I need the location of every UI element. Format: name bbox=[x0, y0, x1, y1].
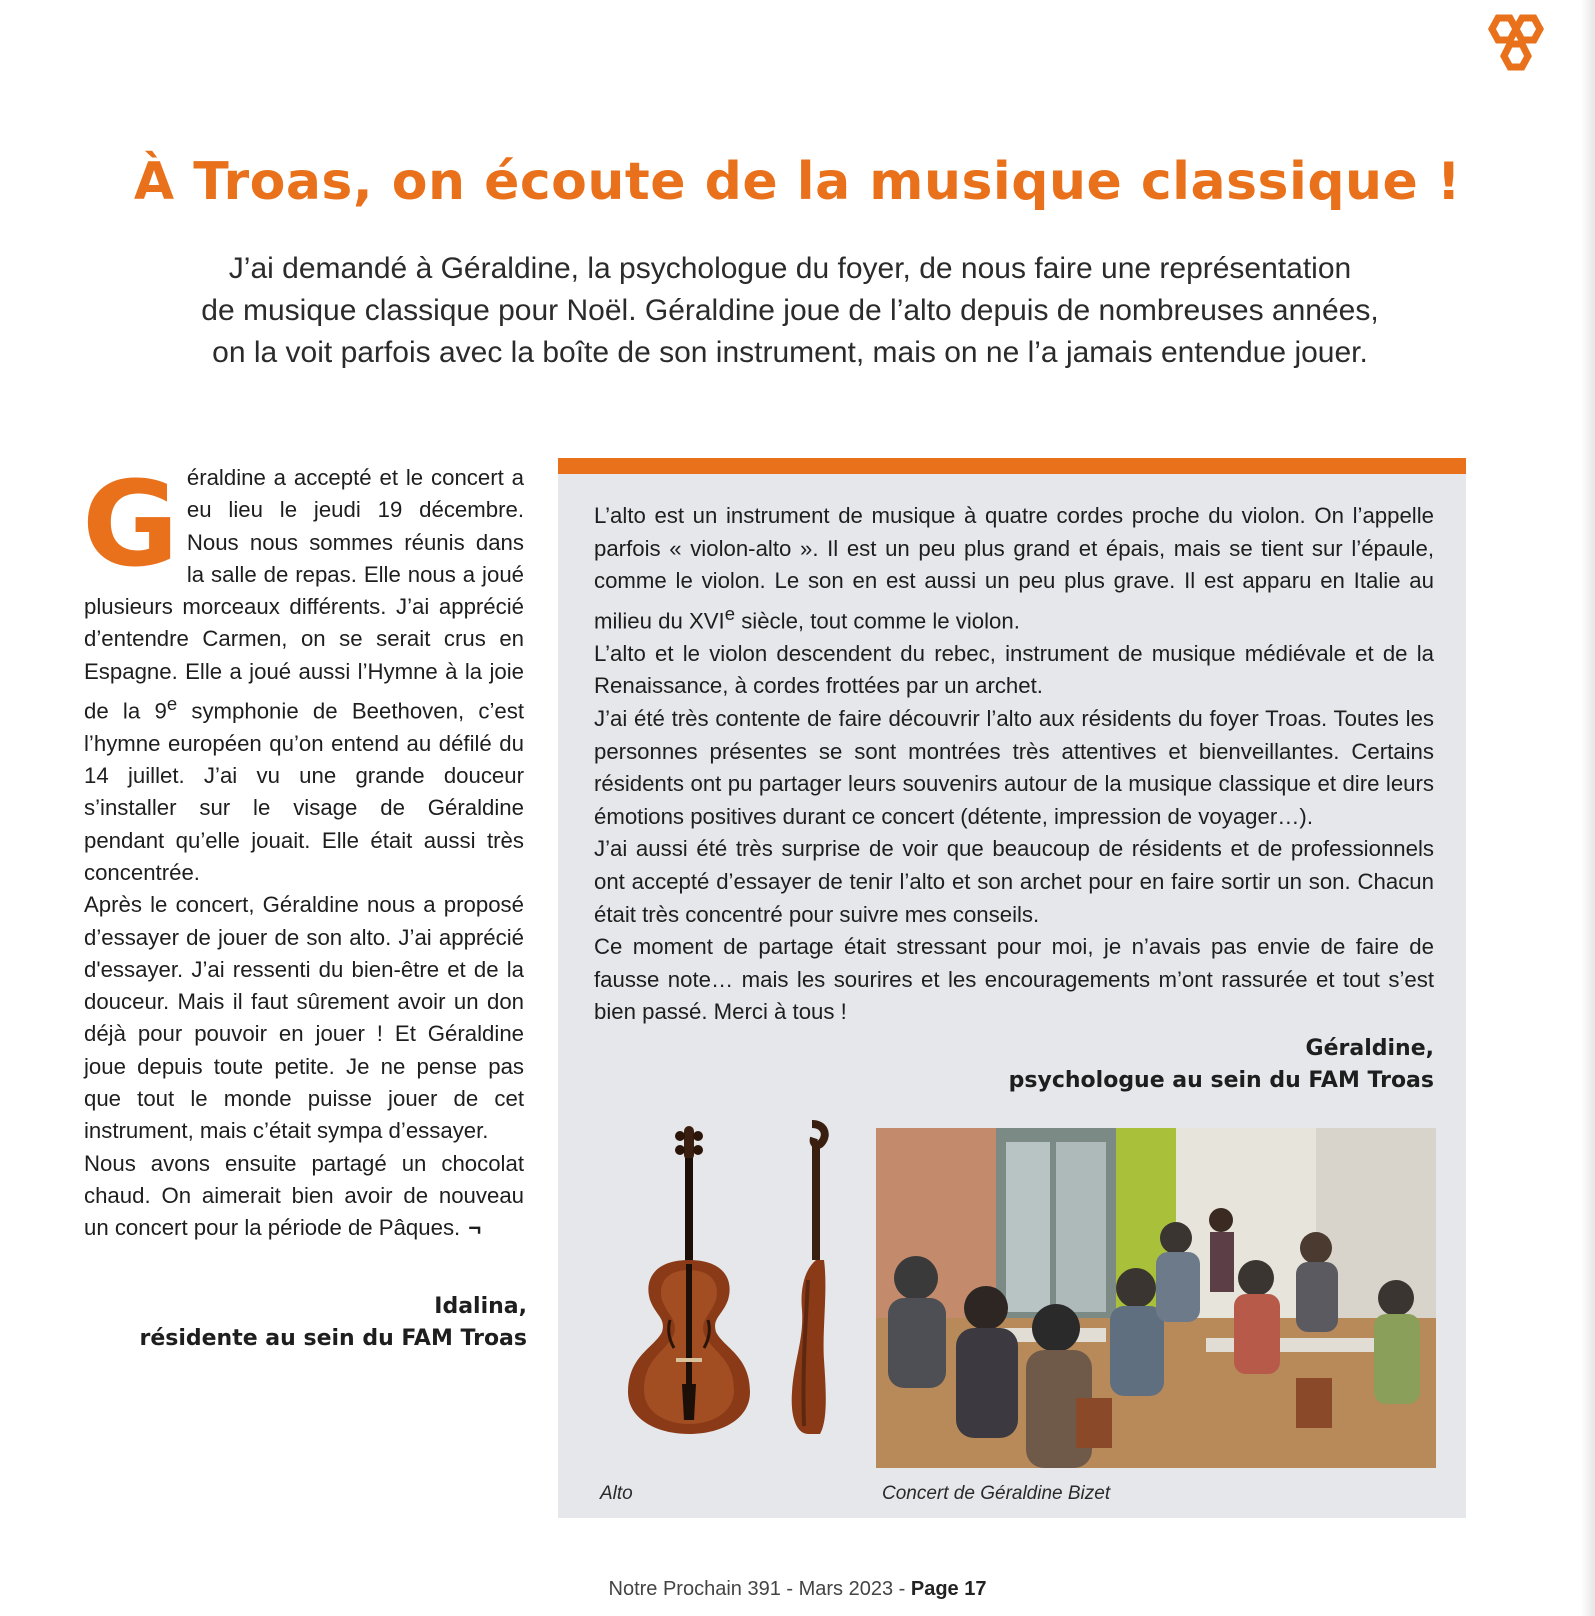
concert-photo bbox=[876, 1128, 1436, 1468]
resident-paragraph-3-text: Nous avons ensuite partagé un chocolat chaud. On aimerait bien avoir de nouveau un concert pour la période de Pâques. bbox=[84, 1150, 524, 1241]
resident-signature bbox=[84, 1291, 527, 1355]
drop-cap: G bbox=[82, 455, 179, 593]
resident-signature-role: résidente au sein du FAM Troas bbox=[139, 1326, 527, 1351]
article-title: À Troas, on écoute de la musique classique ! bbox=[133, 152, 1462, 212]
box-paragraph-1-text: L’alto est un instrument de musique à quatre cordes proche du violon. On l’appelle parfois « violon-alto ». Il est un peu plus grand et épais, mais se tient sur l’épaule, comme le violon. Le son en est aussi un peu plus grave. Il est apparu en Italie au milieu du XVI bbox=[594, 503, 1434, 634]
psychologist-signature bbox=[594, 1033, 1434, 1097]
intro-line-1: J’ai demandé à Géraldine, la psychologue du foyer, de nous faire une représentation bbox=[228, 252, 1352, 285]
ordinal-superscript: e bbox=[166, 693, 178, 715]
box-paragraph-1-end: siècle, tout comme le violon. bbox=[735, 608, 1020, 634]
end-mark: ¬ bbox=[468, 1215, 482, 1241]
psychologist-signature-name: Géraldine, bbox=[1305, 1036, 1434, 1061]
page-footer bbox=[0, 1578, 1595, 1601]
box-paragraph-5: Ce moment de partage était stressant pour moi, je n’avais pas envie de faire de fausse note… mais les sourires et les encouragements m’ont rassurée et tout s’est bien passé. Merci à tous ! bbox=[594, 934, 1434, 1025]
intro-paragraph bbox=[160, 248, 1420, 374]
footer-page-number: Page 17 bbox=[910, 1578, 987, 1600]
psychologist-text bbox=[594, 500, 1434, 1029]
resident-paragraph-3 bbox=[84, 1148, 524, 1245]
footer-publication: Notre Prochain 391 - Mars 2023 - bbox=[608, 1578, 911, 1600]
caption-alto: Alto bbox=[600, 1483, 633, 1504]
box-paragraph-2: L’alto et le violon descendent du rebec, instrument de musique médiévale et de la Renaissance, à cordes frottées par un archet. bbox=[594, 640, 1434, 699]
box-paragraph-4: J’ai aussi été très surprise de voir que beaucoup de résidents et de professionnels ont accepté d’essayer de tenir l’alto et son archet pour en faire sortir un son. Chacun était très concentré pour suivre mes conseils. bbox=[594, 836, 1434, 927]
resident-paragraph-2: Après le concert, Géraldine nous a proposé d’essayer de jouer de son alto. J’ai apprécié d'essayer. J’ai ressenti du bien-être et de la douceur. Mais il faut sûrement avoir un don déjà pour pouvoir en jouer ! Et Géraldine joue depuis toute petite. Je ne pense pas que tout le monde puisse jouer de cet instrument, mais c’était sympa d’essayer. bbox=[84, 892, 524, 1144]
psychologist-sidebar-box bbox=[558, 458, 1466, 1518]
box-paragraph-3: J’ai été très contente de faire découvrir l’alto aux résidents du foyer Troas. Toutes les personnes présentes se sont montrées très attentives et bienveillantes. Certains résidents ont pu partager leurs souvenirs autour de la musique classique et dire leurs émotions positives durant ce concert (détente, impression de voyager…). bbox=[594, 705, 1434, 829]
resident-article bbox=[82, 455, 524, 1245]
resident-signature-name: Idalina, bbox=[434, 1294, 527, 1319]
viola-front-image bbox=[614, 1120, 764, 1438]
intro-line-2: de musique classique pour Noël. Géraldine joue de l’alto depuis de nombreuses années, bbox=[201, 294, 1379, 327]
hexagon-logo-icon bbox=[1480, 14, 1550, 80]
intro-line-3: on la voit parfois avec la boîte de son instrument, mais on ne l’a jamais entendue jouer. bbox=[212, 336, 1368, 369]
box-paragraph-1 bbox=[594, 500, 1434, 638]
viola-side-image bbox=[768, 1120, 858, 1438]
resident-paragraph-1-end: symphonie de Beethoven, c’est l’hymne européen qu’on entend au défilé du 14 juillet. J’ai vu une grande douceur s’installer sur le visage de Géraldine pendant qu’elle jouait. Elle était aussi très concentrée. bbox=[84, 698, 524, 885]
box-accent-bar bbox=[558, 458, 1466, 474]
resident-paragraph-1 bbox=[82, 455, 524, 889]
century-superscript: e bbox=[724, 602, 736, 624]
page-edge-shadow bbox=[1581, 0, 1595, 1616]
caption-concert: Concert de Géraldine Bizet bbox=[882, 1483, 1111, 1504]
resident-paragraph-1-text: éraldine a accepté et le concert a eu lieu le jeudi 19 décembre. Nous nous sommes réunis dans la salle de repas. Elle nous a joué plusieurs morceaux différents. J’ai apprécié d’entendre Carmen, on se serait crus en Espagne. Elle a joué aussi l’Hymne à la joie de la 9 bbox=[84, 465, 524, 724]
psychologist-signature-role: psychologue au sein du FAM Troas bbox=[1008, 1068, 1434, 1093]
